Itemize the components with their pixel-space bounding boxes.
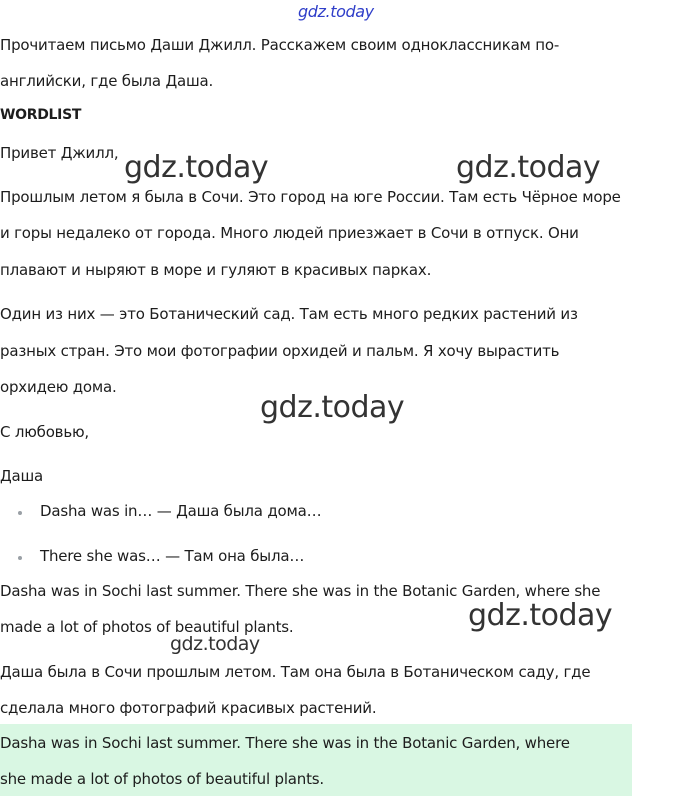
watermark: gdz.today <box>468 598 613 633</box>
letter-para2-line-1: Один из них — это Ботанический сад. Там есть много редких растений из <box>0 305 578 323</box>
letter-para1-line-3: плавают и ныряют в море и гуляют в красивых парках. <box>0 261 432 279</box>
bullet-item-1: Dasha was in… — Даша была дома… <box>40 502 322 520</box>
watermark: gdz.today <box>260 390 405 425</box>
wordlist-heading: WORDLIST <box>0 107 82 123</box>
letter-para2-line-3: орхидею дома. <box>0 378 117 396</box>
watermark: gdz.today <box>124 150 269 185</box>
letter-para2-line-2: разных стран. Это мои фотографии орхидей и пальм. Я хочу вырастить <box>0 342 560 360</box>
task-line-1: Прочитаем письмо Даши Джилл. Расскажем своим одноклассникам по- <box>0 36 560 54</box>
task-line-2: английски, где была Даша. <box>0 72 214 90</box>
letter-para1-line-1: Прошлым летом я была в Сочи. Это город на юге России. Там есть Чёрное море <box>0 188 621 206</box>
watermark-top: gdz.today <box>298 2 374 21</box>
answer-highlight-line-2: she made a lot of photos of beautiful plants. <box>0 770 324 788</box>
answer-ru-line-2: сделала много фотографий красивых растений. <box>0 699 377 717</box>
bullet-dot <box>18 556 22 560</box>
answer-ru-line-1: Даша была в Сочи прошлым летом. Там она была в Ботаническом саду, где <box>0 663 591 681</box>
answer-en-line-2: made a lot of photos of beautiful plants. <box>0 618 294 636</box>
letter-greeting: Привет Джилл, <box>0 144 119 162</box>
letter-para1-line-2: и горы недалеко от города. Много людей приезжает в Сочи в отпуск. Они <box>0 224 579 242</box>
letter-signature: Даша <box>0 467 44 485</box>
answer-highlight-line-1: Dasha was in Sochi last summer. There she was in the Botanic Garden, where <box>0 734 570 752</box>
watermark: gdz.today <box>456 150 601 185</box>
answer-en-line-1: Dasha was in Sochi last summer. There she was in the Botanic Garden, where she <box>0 582 601 600</box>
watermark: gdz.today <box>170 633 260 655</box>
bullet-dot <box>18 511 22 515</box>
bullet-item-2: There she was… — Там она была… <box>40 547 305 565</box>
letter-closing: С любовью, <box>0 423 89 441</box>
